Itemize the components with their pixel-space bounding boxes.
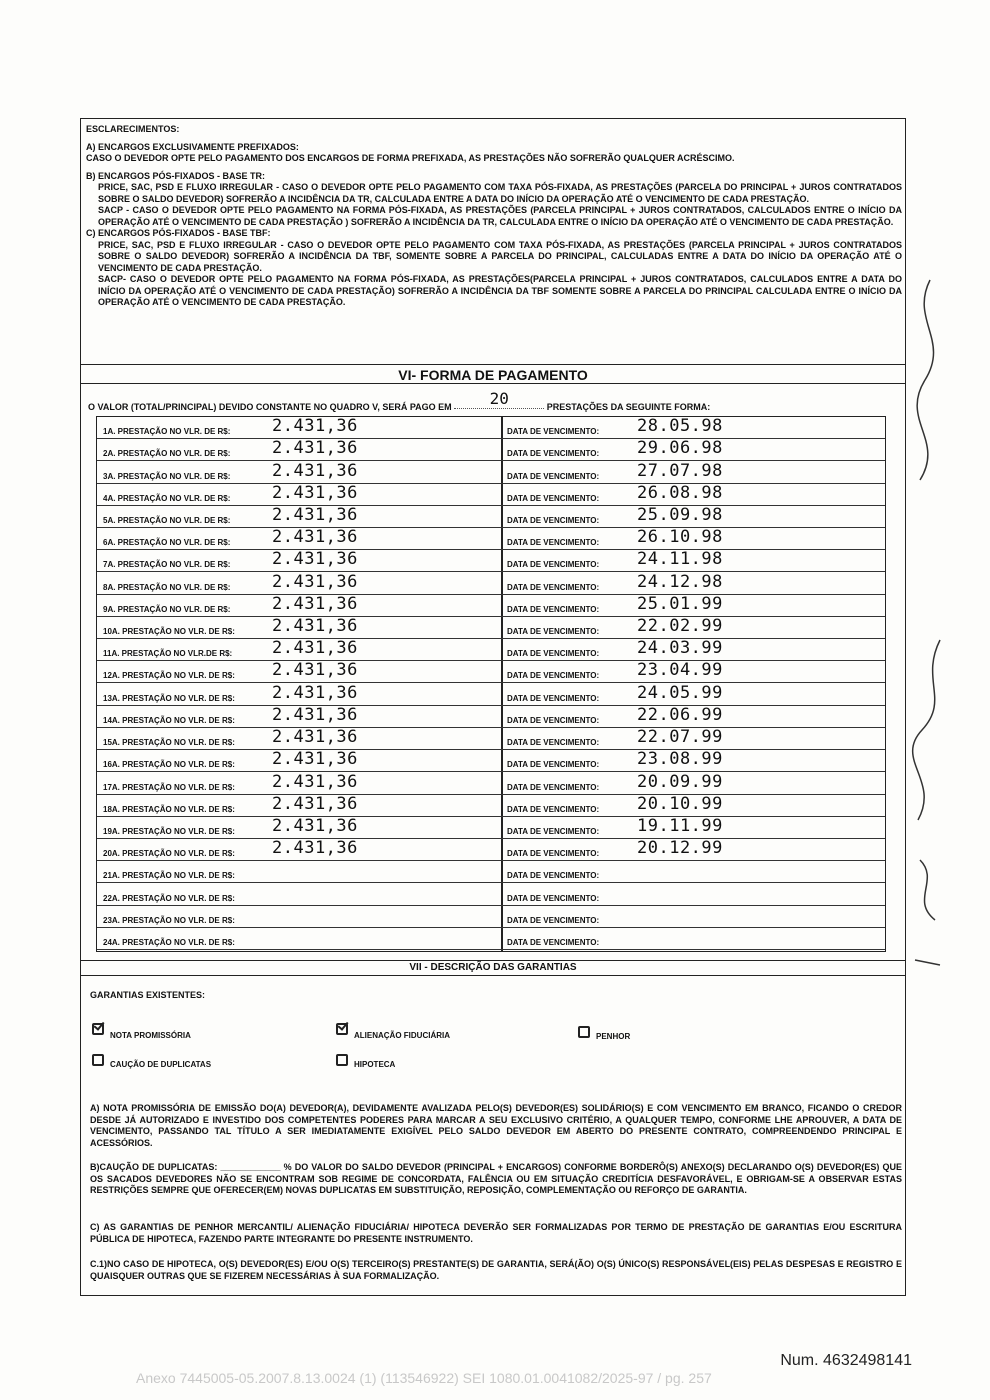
clause-b: B)CAUÇÃO DE DUPLICATAS: ____________ % DO VALOR DO SALDO DEVEDOR (PRINCIPAL + ENCARGOS) CONFORME BORDERÔ(S) ANEXO(S) DECLARANDO O(S) DEVEDOR(ES) QUE OS SACADOS DEVEDORES NÃO SE ENCONTRAM SOB REGIME DE CONCORDATA, FALÊNCIA OU EM SITUAÇÃO CREDITÍCIA DESFAVORÁVEL, E OBRIGAM-SE A OBSERVAR ESTAS RESTRIÇÕES SEMPRE QUE OFERECER(EM) NOVAS DUPLICATAS EM SUBSTITUIÇÃO, REPOSIÇÃO, COMPLEMENTAÇÃO OU REFORÇO DE GARANTIA. <box>90 1162 902 1195</box>
table-row <box>97 795 885 817</box>
clause-c: C) AS GARANTIAS DE PENHOR MERCANTIL/ ALIENAÇÃO FIDUCIÁRIA/ HIPOTECA DEVERÃO SER FORMALIZADAS POR TERMO DE PRESTAÇÃO DE GARANTIAS E/OU ESCRITURA PÚBLICA DE HIPOTECA, FAZENDO PARTE INTEGRANTE DO PRESENTE INSTRUMENTO. <box>90 1222 902 1244</box>
table-row <box>97 817 885 839</box>
prestacao-label: 17A. PRESTAÇÃO NO VLR. DE R$: <box>103 782 235 792</box>
table-row <box>97 572 885 594</box>
penhor-label: PENHOR <box>596 1032 631 1041</box>
prestacao-value: 2.431,36 <box>272 815 358 836</box>
margin-signature <box>900 260 960 980</box>
table-row <box>97 906 885 928</box>
table-row <box>97 861 885 883</box>
vencimento-date: 26.08.98 <box>637 482 723 503</box>
alienacao-fiduciaria-label: ALIENAÇÃO FIDUCIÁRIA <box>354 1031 450 1040</box>
prestacoes-table <box>96 416 886 952</box>
vencimento-date: 24.11.98 <box>637 549 723 570</box>
vencimento-label: DATA DE VENCIMENTO: <box>507 493 600 503</box>
vencimento-label: DATA DE VENCIMENTO: <box>507 826 600 836</box>
prestacao-label: 12A. PRESTAÇÃO NO VLR. DE R$: <box>103 671 235 681</box>
prestacao-label: 1A. PRESTAÇÃO NO VLR. DE R$: <box>103 427 231 437</box>
vencimento-label: DATA DE VENCIMENTO: <box>507 671 600 681</box>
prestacao-label: 20A. PRESTAÇÃO NO VLR. DE R$: <box>103 849 235 859</box>
vencimento-date: 25.01.99 <box>637 593 723 614</box>
vencimento-label: DATA DE VENCIMENTO: <box>507 427 600 437</box>
table-row <box>97 617 885 639</box>
section-a-title: A) ENCARGOS EXCLUSIVAMENTE PREFIXADOS: <box>86 141 299 152</box>
prestacao-value: 2.431,36 <box>272 682 358 703</box>
prestacao-label: 24A. PRESTAÇÃO NO VLR. DE R$: <box>103 937 235 947</box>
vencimento-label: DATA DE VENCIMENTO: <box>507 560 600 570</box>
section-a-text: CASO O DEVEDOR OPTE PELO PAGAMENTO DOS ENCARGOS DE FORMA PREFIXADA, AS PRESTAÇÕES NÃO SOFRERÃO QUALQUER ACRÉSCIMO. <box>86 153 735 163</box>
table-row <box>97 750 885 772</box>
clause-c1: C.1)NO CASO DE HIPOTECA, O(S) DEVEDOR(ES) E/OU O(S) TERCEIRO(S) PRESTANTE(S) DE GARANTIA, SERÁ(ÃO) O(S) ÚNICO(S) RESPONSÁVEL(EIS) PELAS DESPESAS E REGISTRO E QUAISQUER OUTRAS QUE SE FIZEREM NECESSÁRIAS À SUA FORMALIZAÇÃO. <box>90 1259 902 1281</box>
prestacao-label: 16A. PRESTAÇÃO NO VLR. DE R$: <box>103 760 235 770</box>
prestacao-label: 9A. PRESTAÇÃO NO VLR. DE R$: <box>103 604 231 614</box>
vencimento-label: DATA DE VENCIMENTO: <box>507 449 600 459</box>
vencimento-date: 23.08.99 <box>637 749 723 770</box>
table-row <box>97 728 885 750</box>
vencimento-label: DATA DE VENCIMENTO: <box>507 760 600 770</box>
table-row <box>97 550 885 572</box>
table-row <box>97 883 885 905</box>
garantias-title: VII - DESCRIÇÃO DAS GARANTIAS <box>80 960 906 976</box>
prestacao-label: 21A. PRESTAÇÃO NO VLR. DE R$: <box>103 871 235 881</box>
vencimento-date: 19.11.99 <box>637 815 723 836</box>
table-row <box>97 461 885 483</box>
vencimento-label: DATA DE VENCIMENTO: <box>507 871 600 881</box>
prestacao-value: 2.431,36 <box>272 660 358 681</box>
vencimento-date: 22.02.99 <box>637 616 723 637</box>
vencimento-date: 24.12.98 <box>637 571 723 592</box>
section-b-sacp: SACP - CASO O DEVEDOR OPTE PELO PAGAMENTO NA FORMA PÓS-FIXADA, AS PRESTAÇÕES (PARCELA PRINCIPAL + JUROS CONTRATADOS, CALCULADOS ENTRE O INÍCIO DA OPERAÇÃO ATÉ O VENCIMENTO DE CADA PRESTAÇÃO ) SOFRERÃO A INCIDÊNCIA DA TR, CALCULADA ENTRE O INÍCIO DA OPERAÇÃO ATÉ O VENCIMENTO DE CADA PRESTAÇÃO. <box>98 205 902 227</box>
intro-before: O VALOR (TOTAL/PRINCIPAL) DEVIDO CONSTANTE NO QUADRO V, SERÁ PAGO EM <box>88 402 452 412</box>
prestacao-label: 23A. PRESTAÇÃO NO VLR. DE R$: <box>103 915 235 925</box>
table-row <box>97 684 885 706</box>
prestacao-label: 15A. PRESTAÇÃO NO VLR. DE R$: <box>103 738 235 748</box>
prestacao-value: 2.431,36 <box>272 549 358 570</box>
vencimento-date: 22.07.99 <box>637 727 723 748</box>
section-c-title: C) ENCARGOS PÓS-FIXADOS - BASE TBF: <box>86 228 271 238</box>
prestacao-value: 2.431,36 <box>272 505 358 526</box>
vencimento-label: DATA DE VENCIMENTO: <box>507 738 600 748</box>
prestacao-label: 13A. PRESTAÇÃO NO VLR. DE R$: <box>103 693 235 703</box>
hipoteca-checkbox[interactable] <box>336 1054 348 1066</box>
section-c-sacp: SACP- CASO O DEVEDOR OPTE PELO PAGAMENTO NA FORMA PÓS-FIXADA, AS PRESTAÇÕES(PARCELA PRINCIPAL + JUROS CONTRATADOS, CALCULADOS ENTRE A DATA DO INÍCIO DA OPERAÇÃO ATÉ O VENCIMENTO DE CADA PRESTAÇÃO) SOFRERÃO A INCIDÊNCIA DA TBF SOMENTE SOBRE A PARCELA DO PRINCIPAL CALCULADA ENTRE O INÍCIO DA OPERAÇÃO ATÉ O VENCIMENTO DE CADA PRESTAÇÃO. <box>98 274 902 307</box>
prestacao-label: 6A. PRESTAÇÃO NO VLR. DE R$: <box>103 538 231 548</box>
vencimento-date: 20.12.99 <box>637 838 723 859</box>
prestacao-label: 14A. PRESTAÇÃO NO VLR. DE R$: <box>103 715 235 725</box>
prestacao-value: 2.431,36 <box>272 793 358 814</box>
table-row <box>97 439 885 461</box>
prestacao-value: 2.431,36 <box>272 438 358 459</box>
num-prestacoes: 20 <box>454 389 544 409</box>
prestacao-label: 4A. PRESTAÇÃO NO VLR. DE R$: <box>103 493 231 503</box>
vencimento-label: DATA DE VENCIMENTO: <box>507 849 600 859</box>
section-b-price: PRICE, SAC, PSD E FLUXO IRREGULAR - CASO O DEVEDOR OPTE PELO PAGAMENTO COM TAXA PÓS-FIXADA, AS PRESTAÇÕES (PARCELA DO PRINCIPAL + JUROS CONTRATADOS SOBRE O SALDO DEVEDOR) SOFRERÃO A INCIDÊNCIA DA TR, CALCULADA ENTRE A DATA DO INÍCIO DA OPERAÇÃO ATÉ O VENCIMENTO DE CADA PRESTAÇÃO. <box>98 182 902 204</box>
table-row <box>97 528 885 550</box>
table-row <box>97 639 885 661</box>
hipoteca-label: HIPOTECA <box>354 1060 396 1069</box>
table-row <box>97 417 885 439</box>
table-row <box>97 928 885 950</box>
vencimento-date: 22.06.99 <box>637 704 723 725</box>
table-row <box>97 839 885 861</box>
prestacao-value: 2.431,36 <box>272 704 358 725</box>
vencimento-date: 24.03.99 <box>637 638 723 659</box>
vencimento-date: 26.10.98 <box>637 527 723 548</box>
vencimento-date: 29.06.98 <box>637 438 723 459</box>
prestacao-value: 2.431,36 <box>272 749 358 770</box>
section-c-price: PRICE, SAC, PSD E FLUXO IRREGULAR - CASO O DEVEDOR OPTE PELO PAGAMENTO COM TAXA PÓS-FIXADA, AS PRESTAÇÕES (PARCELA PRINCIPAL + JUROS CONTRATADOS SOBRE O SALDO DEVEDOR) SOFRERÃO A INCIDÊNCIA DA TBF, SOMENTE SOBRE A PARCELA DO PRINCIPAL, CALCULADAS ENTRE A DATA DO INÍCIO DA OPERAÇÃO ATÉ O VENCIMENTO DE CADA PRESTAÇÃO. <box>98 239 902 273</box>
vencimento-label: DATA DE VENCIMENTO: <box>507 604 600 614</box>
forma-pagamento-title: VI- FORMA DE PAGAMENTO <box>80 364 906 384</box>
vencimento-label: DATA DE VENCIMENTO: <box>507 804 600 814</box>
table-row <box>97 595 885 617</box>
vencimento-label: DATA DE VENCIMENTO: <box>507 715 600 725</box>
prestacao-value: 2.431,36 <box>272 593 358 614</box>
prestacao-value: 2.431,36 <box>272 771 358 792</box>
caucao-duplicatas-label: CAUÇÃO DE DUPLICATAS <box>110 1060 212 1069</box>
prestacao-label: 22A. PRESTAÇÃO NO VLR. DE R$: <box>103 893 235 903</box>
prestacao-value: 2.431,36 <box>272 838 358 859</box>
vencimento-label: DATA DE VENCIMENTO: <box>507 937 600 947</box>
intro-after: PRESTAÇÕES DA SEGUINTE FORMA: <box>546 402 711 412</box>
prestacao-value: 2.431,36 <box>272 527 358 548</box>
prestacao-label: 8A. PRESTAÇÃO NO VLR. DE R$: <box>103 582 231 592</box>
prestacao-value: 2.431,36 <box>272 416 358 437</box>
vencimento-date: 25.09.98 <box>637 505 723 526</box>
alienacao-fiduciaria-checkbox[interactable] <box>336 1023 348 1035</box>
table-row <box>97 706 885 728</box>
prestacao-label: 7A. PRESTAÇÃO NO VLR. DE R$: <box>103 560 231 570</box>
vencimento-label: DATA DE VENCIMENTO: <box>507 627 600 637</box>
penhor-checkbox[interactable] <box>578 1026 590 1038</box>
vencimento-date: 20.09.99 <box>637 771 723 792</box>
prestacao-value: 2.431,36 <box>272 727 358 748</box>
vencimento-date: 24.05.99 <box>637 682 723 703</box>
prestacao-label: 3A. PRESTAÇÃO NO VLR. DE R$: <box>103 471 231 481</box>
prestacao-value: 2.431,36 <box>272 616 358 637</box>
vencimento-date: 23.04.99 <box>637 660 723 681</box>
prestacao-label: 19A. PRESTAÇÃO NO VLR. DE R$: <box>103 826 235 836</box>
nota-promissoria-label: NOTA PROMISSÓRIA <box>110 1031 191 1040</box>
vencimento-label: DATA DE VENCIMENTO: <box>507 516 600 526</box>
prestacao-label: 5A. PRESTAÇÃO NO VLR. DE R$: <box>103 516 231 526</box>
section-b-title: B) ENCARGOS PÓS-FIXADOS - BASE TR: <box>86 170 266 181</box>
table-row <box>97 661 885 683</box>
vencimento-label: DATA DE VENCIMENTO: <box>507 582 600 592</box>
esclarecimentos-title: ESCLARECIMENTOS: <box>86 124 180 134</box>
vencimento-label: DATA DE VENCIMENTO: <box>507 693 600 703</box>
garantias-existentes: GARANTIAS EXISTENTES: <box>90 990 206 1000</box>
clause-a: A) NOTA PROMISSÓRIA DE EMISSÃO DO(A) DEVEDOR(A), DEVIDAMENTE AVALIZADA PELO(S) DEVEDOR(ES) SOLIDÁRIO(S) E COM VENCIMENTO EM BRANCO, FICANDO O CREDOR DESDE JÁ AUTORIZADO E INVESTIDO DOS COMPETENTES PODERES PARA MARCAR A SEU EXCLUSIVO CRITÉRIO, A QUALQUER TEMPO, CONFORME LHE APROUVER, A DATA DE VENCIMENTO, PASSANDO TAL TÍTULO A SER IMEDIATAMENTE EXIGÍVEL PELO SALDO DEVEDOR EM ABERTO DO PRESENTE CONTRATO, COMPREENDENDO PRINCIPAL E ACESSÓRIOS. <box>90 1103 902 1148</box>
esclarecimentos-section <box>86 124 902 309</box>
caucao-duplicatas-checkbox[interactable] <box>92 1054 104 1066</box>
prestacao-value: 2.431,36 <box>272 482 358 503</box>
document-number: Num. 4632498141 <box>780 1352 912 1369</box>
prestacao-value: 2.431,36 <box>272 571 358 592</box>
prestacao-label: 11A. PRESTAÇÃO NO VLR.DE R$: <box>103 649 233 659</box>
table-row <box>97 506 885 528</box>
nota-promissoria-checkbox[interactable] <box>92 1023 104 1035</box>
prestacao-value: 2.431,36 <box>272 460 358 481</box>
prestacao-label: 18A. PRESTAÇÃO NO VLR. DE R$: <box>103 804 235 814</box>
prestacao-value: 2.431,36 <box>272 638 358 659</box>
vencimento-label: DATA DE VENCIMENTO: <box>507 538 600 548</box>
vencimento-date: 28.05.98 <box>637 416 723 437</box>
vencimento-label: DATA DE VENCIMENTO: <box>507 471 600 481</box>
table-row <box>97 484 885 506</box>
annex-reference: Anexo 7445005-05.2007.8.13.0024 (1) (113546922) SEI 1080.01.0041082/2025-97 / pg. 257 <box>136 1370 712 1386</box>
vencimento-label: DATA DE VENCIMENTO: <box>507 893 600 903</box>
vencimento-date: 27.07.98 <box>637 460 723 481</box>
vencimento-label: DATA DE VENCIMENTO: <box>507 782 600 792</box>
vencimento-label: DATA DE VENCIMENTO: <box>507 649 600 659</box>
prestacao-label: 2A. PRESTAÇÃO NO VLR. DE R$: <box>103 449 231 459</box>
vencimento-date: 20.10.99 <box>637 793 723 814</box>
vencimento-label: DATA DE VENCIMENTO: <box>507 915 600 925</box>
table-row <box>97 772 885 794</box>
pagamento-intro <box>88 389 711 415</box>
prestacao-label: 10A. PRESTAÇÃO NO VLR. DE R$: <box>103 627 235 637</box>
